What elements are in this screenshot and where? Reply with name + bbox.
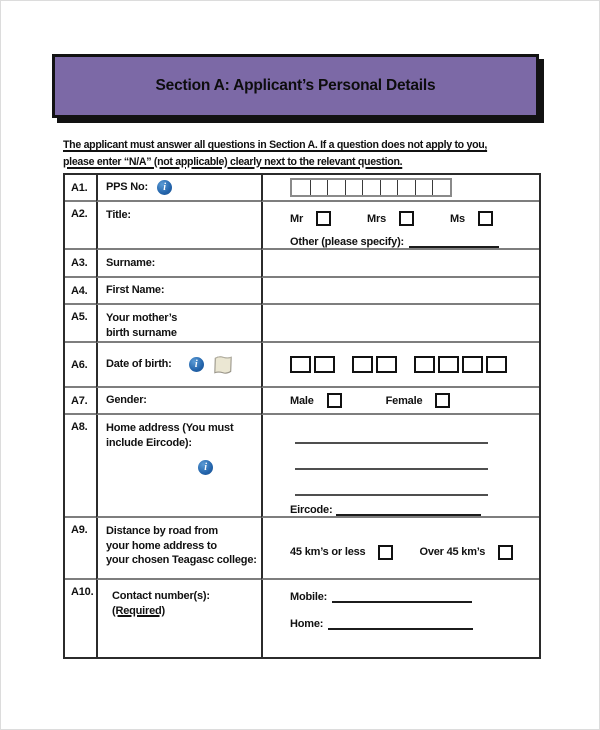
row-answer-a6 xyxy=(261,343,539,388)
first-name-field[interactable] xyxy=(261,278,539,305)
over-45km-checkbox[interactable] xyxy=(498,545,513,560)
pps-digit-box[interactable] xyxy=(415,180,433,195)
distance-option-45-or-less xyxy=(290,545,393,560)
address-line-3[interactable] xyxy=(295,470,488,496)
gender-options xyxy=(290,393,450,408)
row-answer-a2 xyxy=(261,202,539,250)
applicant-details-table xyxy=(63,173,541,659)
distance-option-over-45 xyxy=(419,545,513,560)
row-label-a2: Title: xyxy=(96,202,261,250)
dob-day-box[interactable] xyxy=(290,356,311,373)
mothers-birth-surname-field[interactable] xyxy=(261,305,539,343)
dob-year-boxes xyxy=(414,356,507,373)
gender-option-male xyxy=(290,393,342,408)
contact-numbers-label: Contact number(s): xyxy=(112,590,210,602)
dob-label: Date of birth: xyxy=(106,358,172,371)
pps-digit-box[interactable] xyxy=(397,180,415,195)
label-line: your chosen Teagasc college: xyxy=(106,554,257,566)
instruction-line: please enter “N/A” (not applicable) clearly next to the relevant question. xyxy=(63,155,403,168)
option-label: Ms xyxy=(450,212,465,225)
surname-field[interactable] xyxy=(261,250,539,278)
required-label: (Required) xyxy=(112,604,166,617)
dob-day-boxes xyxy=(290,356,335,373)
option-label: Male xyxy=(290,394,314,407)
eircode-blank[interactable] xyxy=(336,503,481,516)
mrs-checkbox[interactable] xyxy=(399,211,414,226)
option-label: Female xyxy=(385,394,423,407)
male-checkbox[interactable] xyxy=(327,393,342,408)
pps-digit-box[interactable] xyxy=(432,180,450,195)
home-number-blank[interactable] xyxy=(328,617,473,630)
info-icon: i xyxy=(198,460,213,475)
pps-label: PPS No: xyxy=(106,181,148,194)
row-id-a6: A6. xyxy=(65,343,96,388)
dob-year-box[interactable] xyxy=(486,356,507,373)
label-line: Distance by road from xyxy=(106,525,218,537)
row-id-a4: A4. xyxy=(65,278,96,305)
row-id-a8: A8. xyxy=(65,415,96,518)
row-label-a7: Gender: xyxy=(96,388,261,415)
pps-digit-box[interactable] xyxy=(345,180,363,195)
row-label-a5 xyxy=(96,305,261,343)
instructions xyxy=(63,137,545,170)
option-label: Mr xyxy=(290,212,304,225)
row-id-a2: A2. xyxy=(65,202,96,250)
label-line: include Eircode): xyxy=(106,436,192,449)
other-label: Other (please specify): xyxy=(290,236,404,248)
pps-digit-box[interactable] xyxy=(362,180,380,195)
home-row xyxy=(290,617,473,630)
45km-or-less-checkbox[interactable] xyxy=(378,545,393,560)
row-answer-a9 xyxy=(261,518,539,580)
female-checkbox[interactable] xyxy=(435,393,450,408)
instruction-line: The applicant must answer all questions in Section A. If a question does not apply to you, xyxy=(63,139,488,151)
label-line: Your mother’s xyxy=(106,312,178,324)
section-title: Section A: Applicant’s Personal Details xyxy=(155,77,436,94)
distance-options xyxy=(290,545,513,560)
dob-label-wrap xyxy=(106,355,257,375)
pps-digit-box[interactable] xyxy=(292,180,310,195)
eircode-row xyxy=(290,503,481,516)
pps-digit-box[interactable] xyxy=(380,180,398,195)
row-label-a6 xyxy=(96,343,261,388)
dob-month-box[interactable] xyxy=(376,356,397,373)
row-label-a3: Surname: xyxy=(96,250,261,278)
dob-boxes xyxy=(290,356,507,373)
ms-checkbox[interactable] xyxy=(478,211,493,226)
dob-year-box[interactable] xyxy=(462,356,483,373)
gender-option-female xyxy=(386,393,451,408)
title-option-mr xyxy=(290,211,331,226)
row-label-a4: First Name: xyxy=(96,278,261,305)
pps-digit-box[interactable] xyxy=(310,180,328,195)
row-id-a3: A3. xyxy=(65,250,96,278)
row-label-a9 xyxy=(96,518,261,580)
section-banner xyxy=(52,54,539,118)
row-id-a1: A1. xyxy=(65,175,96,202)
row-id-a9: A9. xyxy=(65,518,96,580)
address-line-1[interactable] xyxy=(295,418,488,444)
pps-digit-box[interactable] xyxy=(327,180,345,195)
home-label: Home: xyxy=(290,618,324,630)
title-option-mrs xyxy=(367,211,414,226)
eircode-label: Eircode: xyxy=(290,504,333,516)
option-label: 45 km’s or less xyxy=(290,546,366,558)
address-line-2[interactable] xyxy=(295,444,488,470)
option-label: Mrs xyxy=(367,212,387,225)
dob-year-box[interactable] xyxy=(438,356,459,373)
other-title-blank[interactable] xyxy=(409,235,499,248)
row-answer-a7 xyxy=(261,388,539,415)
row-label-a1 xyxy=(96,175,261,202)
label-line: Home address (You must xyxy=(106,422,234,434)
option-label: Over 45 km’s xyxy=(419,546,486,558)
mobile-row xyxy=(290,590,472,603)
mr-checkbox[interactable] xyxy=(316,211,331,226)
scroll-icon xyxy=(212,355,234,375)
title-option-ms xyxy=(450,211,493,226)
row-answer-a10 xyxy=(261,580,539,657)
label-line: your home address to xyxy=(106,539,217,552)
dob-year-box[interactable] xyxy=(414,356,435,373)
label-line: birth surname xyxy=(106,326,177,339)
row-label-a10 xyxy=(96,580,261,657)
mobile-number-blank[interactable] xyxy=(332,590,472,603)
row-label-a8 xyxy=(96,415,261,518)
info-icon: i xyxy=(189,357,204,372)
pps-label-wrap xyxy=(106,180,257,195)
dob-day-box[interactable] xyxy=(314,356,335,373)
row-answer-a8 xyxy=(261,415,539,518)
row-answer-a1 xyxy=(261,175,539,202)
dob-month-box[interactable] xyxy=(352,356,373,373)
row-id-a5: A5. xyxy=(65,305,96,343)
info-icon: i xyxy=(157,180,172,195)
mobile-label: Mobile: xyxy=(290,591,328,603)
title-options xyxy=(290,211,493,226)
dob-month-boxes xyxy=(352,356,397,373)
row-id-a10: A10. xyxy=(65,580,96,657)
pps-number-boxes xyxy=(290,178,452,197)
row-id-a7: A7. xyxy=(65,388,96,415)
title-other-row xyxy=(290,235,499,248)
